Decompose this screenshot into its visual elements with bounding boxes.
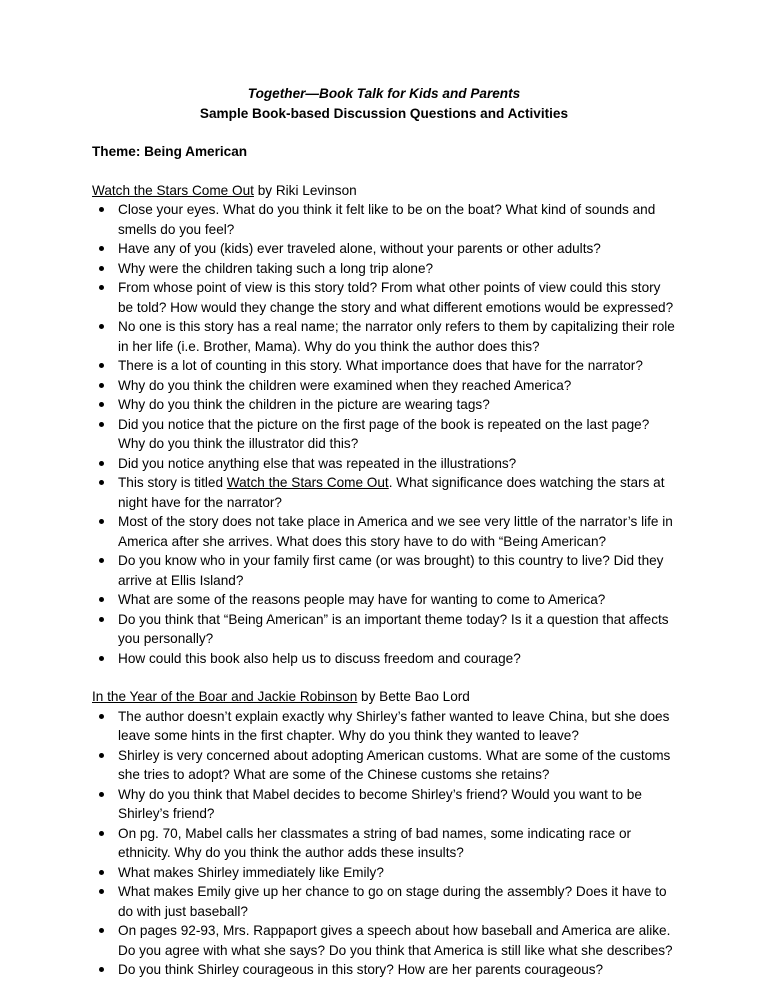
inline-book-title: Watch the Stars Come Out — [226, 475, 389, 490]
question-item: Close your eyes. What do you think it felt like to be on the boat? What kind of sounds and smells do you feel? — [92, 200, 676, 239]
question-item: Why do you think that Mabel decides to become Shirley’s friend? Would you want to be Shirley’s friend? — [92, 785, 676, 824]
book-heading — [92, 181, 676, 201]
question-item — [92, 473, 676, 512]
question-text: This story is titled — [118, 475, 227, 490]
question-item: Do you think that “Being American” is an important theme today? Is it a question that affects you personally? — [92, 610, 676, 649]
question-item: There is a lot of counting in this story. What importance does that have for the narrator? — [92, 356, 676, 376]
book-title: Watch the Stars Come Out — [92, 182, 254, 198]
question-item: Did you notice anything else that was repeated in the illustrations? — [92, 454, 676, 474]
question-item: How could this book also help us to discuss freedom and courage? — [92, 649, 676, 669]
question-item: Did you notice that the picture on the first page of the book is repeated on the last page? Why do you think the illustrator did this? — [92, 415, 676, 454]
question-item: Why do you think the children in the picture are wearing tags? — [92, 395, 676, 415]
question-item: What makes Shirley immediately like Emily? — [92, 863, 676, 883]
question-item: What are some of the reasons people may have for wanting to come to America? — [92, 590, 676, 610]
question-item: From whose point of view is this story told? From what other points of view could this story be told? How would they change the story and what different emotions would be expressed? — [92, 278, 676, 317]
question-item: Why were the children taking such a long trip alone? — [92, 259, 676, 279]
question-item: Most of the story does not take place in America and we see very little of the narrator’s life in America after she arrives. What does this story have to do with “Being American? — [92, 512, 676, 551]
question-list — [92, 200, 676, 668]
question-item: Do you think Shirley courageous in this story? How are her parents courageous? — [92, 960, 676, 980]
question-item: Shirley is very concerned about adopting American customs. What are some of the customs she tries to adopt? What are some of the Chinese customs she retains? — [92, 746, 676, 785]
question-list — [92, 707, 676, 980]
book-heading — [92, 687, 676, 707]
book-author: by Riki Levinson — [253, 182, 357, 198]
question-item: The author doesn’t explain exactly why Shirley’s father wanted to leave China, but she does leave some hints in the first chapter. Why do you think they wanted to leave? — [92, 707, 676, 746]
book-title: In the Year of the Boar and Jackie Robinson — [92, 689, 358, 704]
question-item: Do you know who in your family first came (or was brought) to this country to live? Did they arrive at Ellis Island? — [92, 551, 676, 590]
question-text: . What significance does watching the stars at night have for the narrator? — [118, 475, 665, 510]
question-item: What makes Emily give up her chance to go on stage during the assembly? Does it have to do with just baseball? — [92, 882, 676, 921]
question-item: On pg. 70, Mabel calls her classmates a string of bad names, some indicating race or ethnicity. Why do you think the author adds these insults? — [92, 824, 676, 863]
question-item: No one is this story has a real name; the narrator only refers to them by capitalizing their role in her life (i.e. Brother, Mama). Why do you think the author does this? — [92, 317, 676, 356]
document-subtitle: Sample Book-based Discussion Questions and Activities — [199, 105, 569, 121]
book-author: by Bette Bao Lord — [357, 689, 470, 704]
document-title: Together—Book Talk for Kids and Parents — [247, 86, 521, 101]
question-item: On pages 92-93, Mrs. Rappaport gives a speech about how baseball and America are alike. Do you agree with what she says? Do you think that America is still like what she describes? — [92, 921, 676, 960]
question-item: Have any of you (kids) ever traveled alone, without your parents or other adults? — [92, 239, 676, 259]
question-item: Why do you think the children were examined when they reached America? — [92, 376, 676, 396]
book-sections — [92, 181, 676, 980]
theme-heading: Theme: Being American — [92, 144, 248, 159]
